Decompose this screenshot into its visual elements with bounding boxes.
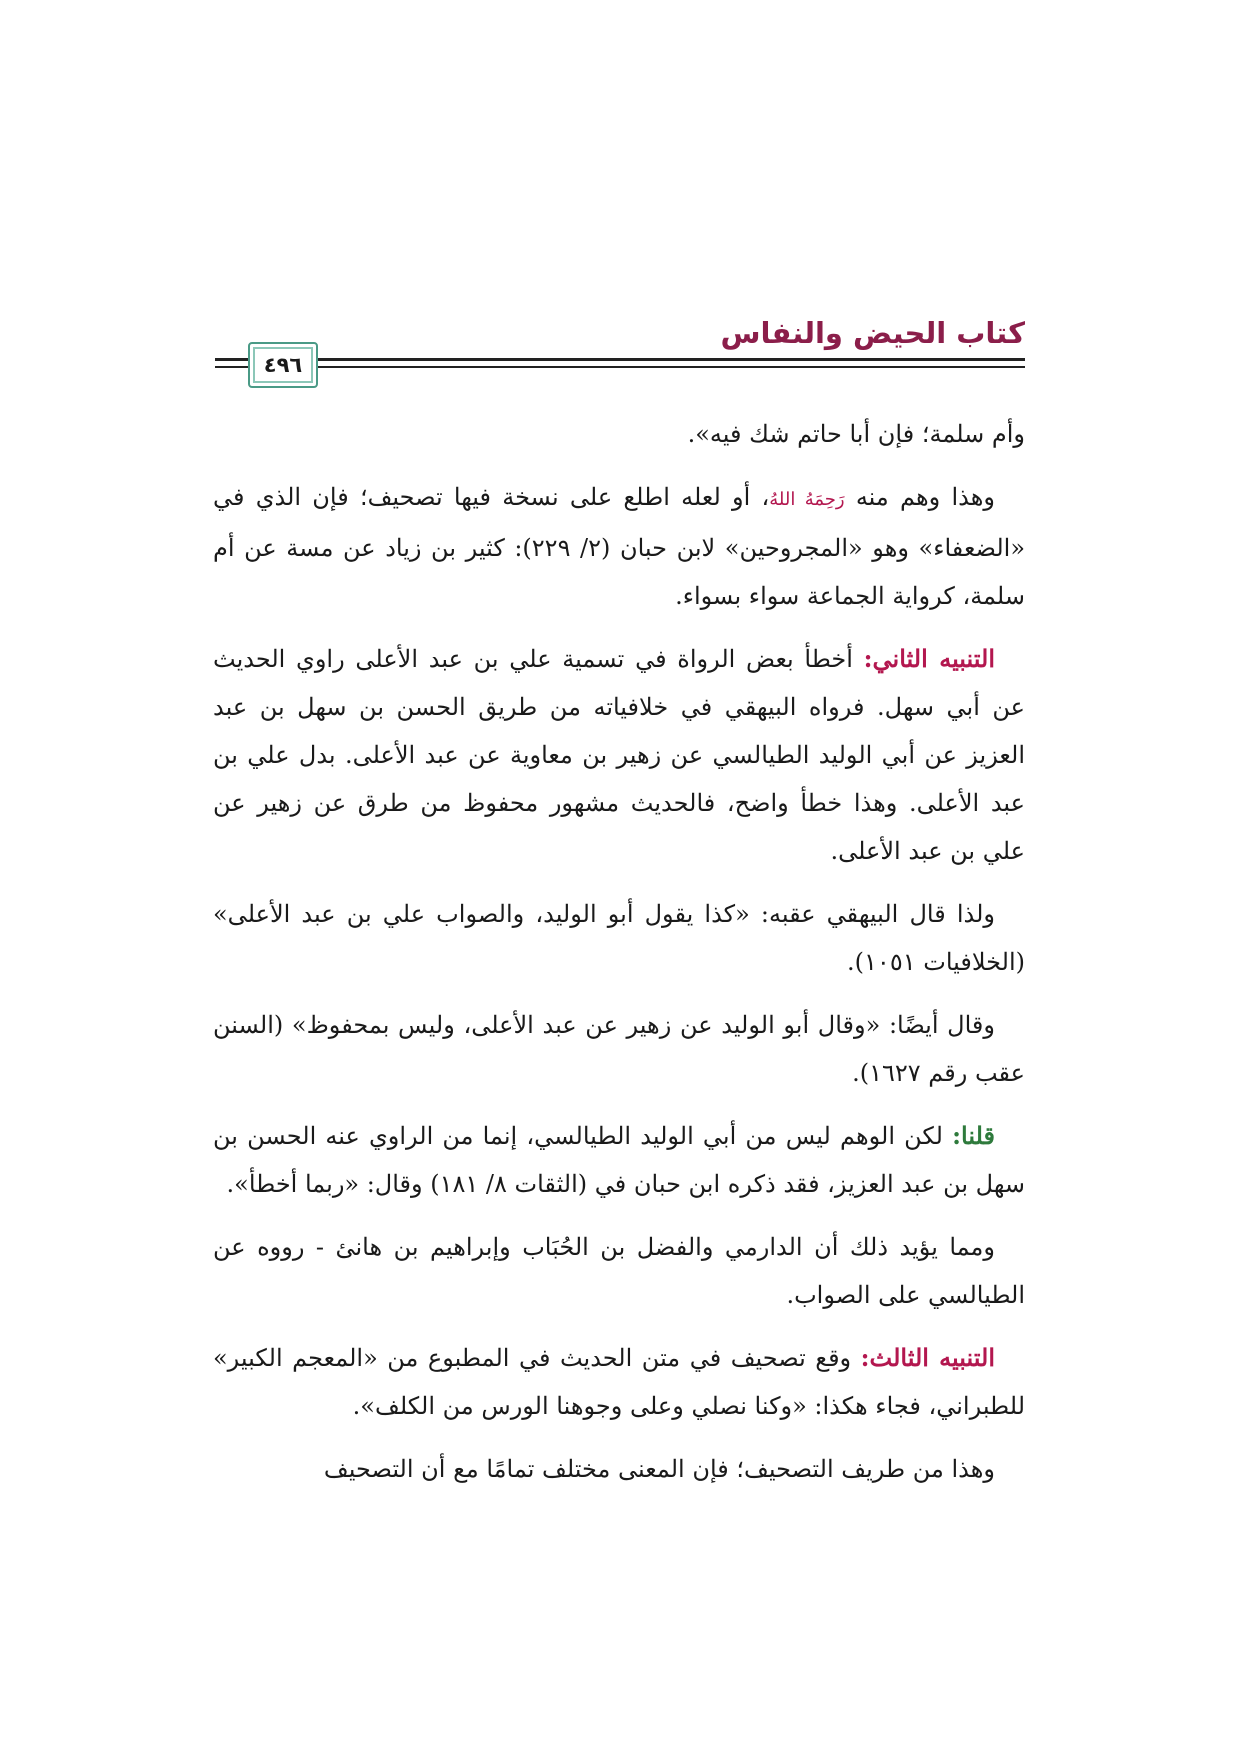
page-number-badge [248, 342, 318, 388]
honorific-mark: رَحِمَهُ اللهُ [769, 489, 845, 510]
paragraph-text: وهذا من طريف التصحيف؛ فإن المعنى مختلف تمامًا مع أن التصحيف [323, 1455, 995, 1483]
paragraph-9 [213, 1445, 1025, 1493]
page-body [213, 410, 1025, 1508]
paragraph-4 [213, 890, 1025, 986]
section-lead: التنبيه الثالث: [860, 1343, 995, 1372]
section-lead: التنبيه الثاني: [863, 644, 996, 673]
header-rule-top [215, 358, 1025, 361]
header-rule-bottom [215, 366, 1025, 368]
paragraph-text: ومما يؤيد ذلك أن الدارمي والفضل بن الحُبَاب وإبراهيم بن هانئ - رووه عن الطيالسي على الصواب. [213, 1233, 1025, 1309]
paragraph-text: وهذا وهم منه [855, 483, 995, 511]
paragraph-1 [213, 410, 1025, 458]
paragraph-8 [213, 1334, 1025, 1430]
running-title: كتاب الحيض والنفاس [720, 316, 1025, 350]
section-lead: قلنا: [952, 1121, 995, 1150]
paragraph-7 [213, 1223, 1025, 1319]
paragraph-text: ولذا قال البيهقي عقبه: «كذا يقول أبو الوليد، والصواب علي بن عبد الأعلى» (الخلافيات ١٠٥١). [213, 900, 1025, 976]
page-number: ٤٩٦ [263, 353, 303, 377]
paragraph-5 [213, 1001, 1025, 1097]
paragraph-2 [213, 473, 1025, 620]
paragraph-3 [213, 635, 1025, 875]
paragraph-text: لكن الوهم ليس من أبي الوليد الطيالسي، إنما من الراوي عنه الحسن بن سهل بن عبد العزيز، فقد ذكره ابن حبان في (الثقات ٨/ ١٨١) وقال: «ربما أخطأ». [213, 1122, 1025, 1198]
paragraph-text: أخطأ بعض الرواة في تسمية علي بن عبد الأعلى راوي الحديث عن أبي سهل. فرواه البيهقي في خلافياته من طريق الحسن بن سهل بن عبد العزيز عن أبي الوليد الطيالسي عن زهير بن معاوية عن عبد الأعلى. بدل علي بن عبد الأعلى. وهذا خطأ واضح، فالحديث مشهور محفوظ من طرق عن زهير عن علي بن عبد الأعلى. [213, 645, 1025, 865]
page-header [215, 312, 1025, 388]
paragraph-6 [213, 1112, 1025, 1208]
paragraph-text: وأم سلمة؛ فإن أبا حاتم شك فيه». [687, 420, 1025, 448]
paragraph-text: وقال أيضًا: «وقال أبو الوليد عن زهير عن عبد الأعلى، وليس بمحفوظ» (السنن عقب رقم ١٦٢٧). [213, 1011, 1025, 1087]
paragraph-text: وقع تصحيف في متن الحديث في المطبوع من «المعجم الكبير» للطبراني، فجاء هكذا: «وكنا نصلي وعلى وجوهنا الورس من الكلف». [213, 1344, 1025, 1420]
paragraph-text: ، أو لعله اطلع على نسخة فيها تصحيف؛ فإن الذي في «الضعفاء» وهو «المجروحين» لابن حبان (٢/ ٢٢٩): كثير بن زياد عن مسة عن أم سلمة، كرواية الجماعة سواء بسواء. [213, 483, 1026, 610]
